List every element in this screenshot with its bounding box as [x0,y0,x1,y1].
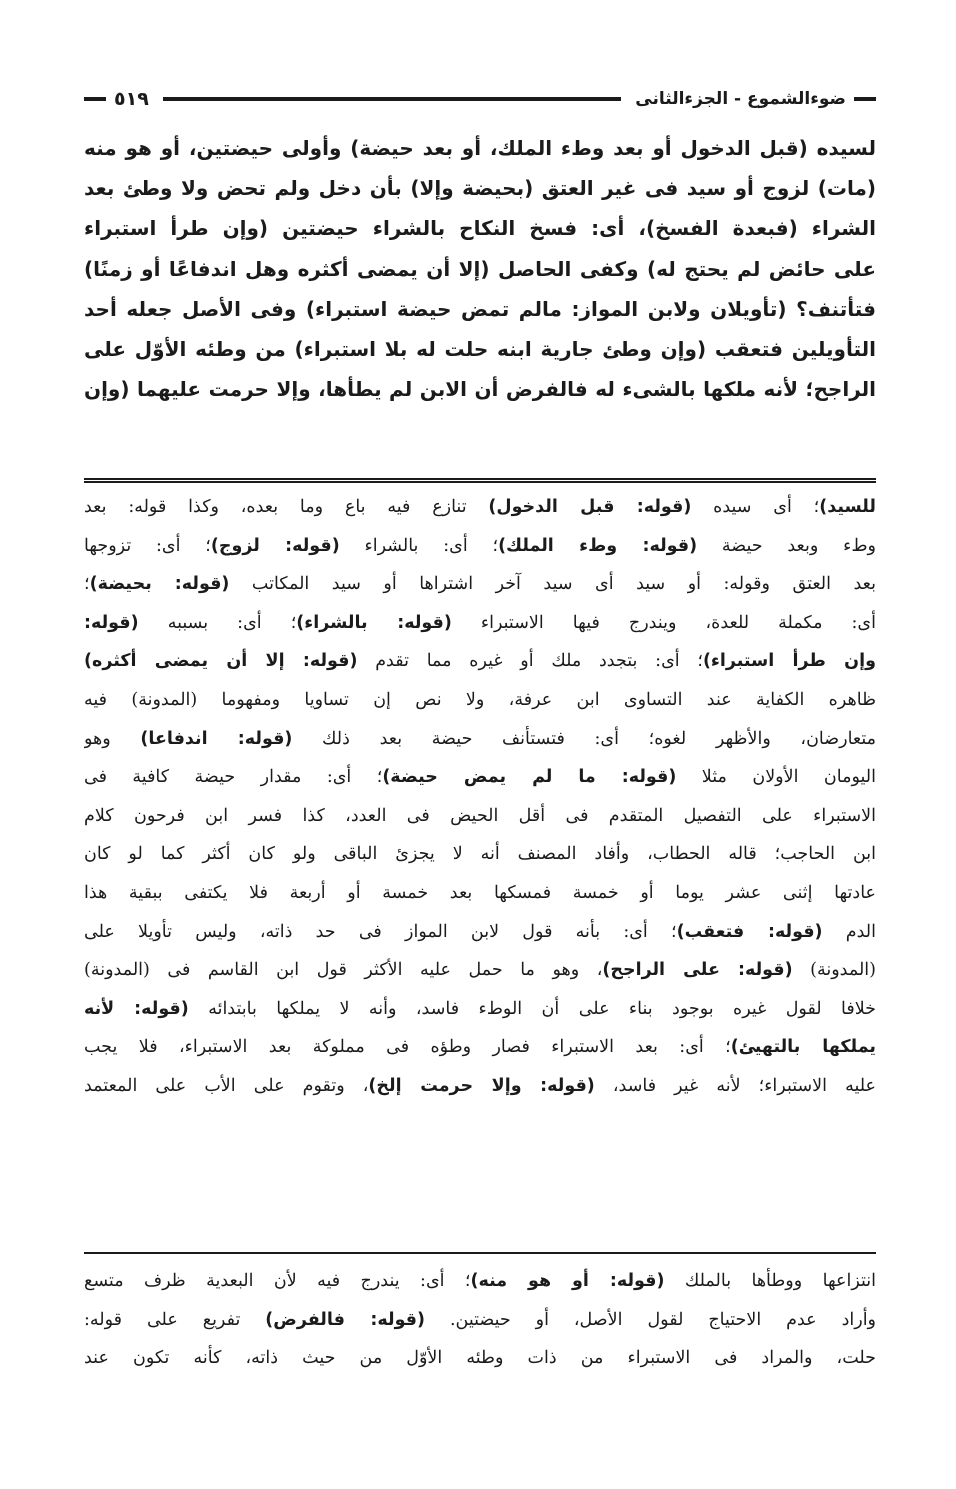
commentary-line [84,951,876,990]
commentary-line [84,1301,876,1340]
commentary-line [84,488,876,527]
quoted-term: (قوله: وإلا حرمت إلخ) [368,1075,595,1096]
commentary-text: وأراد عدم الاحتياج لقول الأصل، أو حيضتين. [425,1309,876,1330]
commentary-line [84,758,876,797]
commentary-text: (المدونة) [792,960,876,981]
commentary-text: وهو [84,728,141,749]
quoted-term: (قوله: وطء الملك) [498,535,698,556]
commentary-line [84,797,876,836]
quoted-term: للسيد) [819,497,876,517]
commentary-text: ؛ أى سيده [691,497,820,517]
main-line: التأويلين فتعقب (وإن وطئ جارية ابنه حلت له بلا استبراء) من وطئه الأوّل على [84,337,876,362]
main-line: لسيده (قبل الدخول أو بعد وطء الملك، أو بعد حيضة) وأولى حيضتين، أو هو منه [84,136,876,160]
commentary-line [84,604,876,643]
commentary-text: تنازع فيه باع وما بعده، وكذا قوله: بعد [84,497,489,517]
commentary-text: ، وهو ما حمل عليه الأكثر قول ابن القاسم فى (المدونة) [84,960,603,981]
commentary-line [84,1067,876,1106]
quoted-term: (قوله: فالفرض) [265,1309,425,1330]
header-dash-right [854,97,876,101]
main-line: على حائض لم يحتج له) وكفى الحاصل (إلا أن يمضى أكثره وهل اندفاعًا أو زمنًا) [84,256,876,281]
commentary-text: ، وتقوم على الأب على المعتمد [84,1075,369,1096]
quoted-term: يملكها بالتهيئ) [730,1037,876,1058]
commentary-line [84,1339,876,1378]
commentary-text: ؛ أى: مقدار حيضة كافية فى [84,767,383,788]
commentary-section [84,488,876,1106]
commentary-text: انتزاعها ووطأها بالملك [664,1271,876,1291]
header-rule [163,97,622,101]
commentary-text: ابن الحاجب؛ قاله الحطاب، وأفاد المصنف أنه لا يجزئ الباقى ولو كان أكثر كما لو كان [84,844,876,865]
quoted-term: (قوله: اندفاعا) [140,728,293,749]
double-divider [84,478,876,483]
quoted-term: (قوله: أو هو منه) [470,1271,665,1291]
commentary-line [84,874,876,913]
quoted-term: (قوله: بالشراء) [296,612,452,633]
quoted-term: (قوله: قبل الدخول) [488,497,692,517]
quoted-term: (قوله: بحيضة) [89,574,230,595]
commentary-line [84,990,876,1029]
commentary-line [84,527,876,566]
commentary-line [84,720,876,759]
commentary-text: ؛ أى: بتجدد ملك أو غيره مما تقدم [357,651,703,672]
commentary-text: ؛ أى: بأنه قول لابن المواز فى حد ذاته، وليس تأويلا على [84,921,677,942]
main-line: فتأتنف؟ (تأويلان ولابن المواز: مالم تمض حيضة استبراء) وفى الأصل جعله أحد [84,296,876,321]
commentary-text: اليومان الأولان مثلا [676,767,876,788]
commentary-text: تفريع على قوله: [84,1309,266,1330]
commentary-text: وطء وبعد حيضة [697,535,876,556]
commentary-text: ؛ أى: بالشراء [339,535,499,556]
quoted-term: (قوله: [84,612,139,633]
quoted-term: وإن طرأ استبراء) [702,651,876,672]
quoted-term: (قوله: لأنه [84,998,189,1019]
commentary-text: متعارضان، والأظهر لغوه؛ أى: فتستأنف حيضة بعد ذلك [292,728,876,749]
quoted-term: (قوله: فتعقب) [676,921,823,942]
quoted-term: (قوله: على الراجح) [602,960,793,981]
quoted-term: (قوله: لزوج) [210,535,340,556]
main-line: (مات) لزوج أو سيد فى غير العتق (بحيضة وإلا) بأن دخل ولم تحض ولا وطئ بعد [84,176,876,201]
commentary-text: الاستبراء على التفصيل المتقدم فى أقل الحيض فى العدد، كذا فسر ابن فرحون كلام [84,805,876,826]
commentary-line [84,681,876,720]
commentary-line [84,835,876,874]
commentary-continuation [84,1262,876,1378]
quoted-term: (قوله: إلا أن يمضى أكثره) [84,651,358,672]
commentary-line [84,1262,876,1301]
commentary-text: عادتها إثنى عشر يوما أو خمسة فمسكها بعد خمسة أو أربعة فلا يكتفى ببقية هذا [84,882,876,903]
commentary-line [84,642,876,681]
commentary-text: حلت، والمراد فى الاستبراء من ذات وطئه الأوّل من حيث ذاته، كأنه تكون عند [84,1348,876,1369]
main-line: الشراء (فبعدة الفسخ)، أى: فسخ النكاح بالشراء حيضتين (وإن طرأ استبراء [84,216,876,241]
commentary-text: أى: مكملة للعدة، ويندرج فيها الاستبراء [451,612,876,633]
commentary-text: خلافا لقول غيره بوجود بناء على أن الوطء فاسد، وأنه لا يملكها بابتدائه [188,998,876,1019]
quoted-term: (قوله: ما لم يمض حيضة) [382,767,677,788]
commentary-text: عليه الاستبراء؛ لأنه غير فاسد، [594,1075,876,1096]
commentary-line [84,1028,876,1067]
header-dash-left [84,97,106,101]
commentary-text: ؛ أى: بسببه [138,612,297,633]
commentary-text: ؛ أى: يندرج فيه لأن البعدية ظرف متسع [84,1271,471,1291]
commentary-line [84,565,876,604]
commentary-text: ؛ أى: بعد الاستبراء فصار وطؤه فى مملوكة بعد الاستبراء، فلا يجب [84,1037,731,1058]
page-number: ٥١٩ [114,88,149,110]
commentary-line [84,913,876,952]
running-header [84,86,876,112]
commentary-text: الدم [822,921,876,942]
commentary-text: ظاهره الكفاية عند التساوى ابن عرفة، ولا نص إن تساويا ومفهوما (المدونة) فيه [84,689,876,710]
main-line: الراجح؛ لأنه ملكها بالشىء له فالفرض أن الابن لم يطأها، وإلا حرمت عليهما (وإن [84,377,876,402]
main-text [84,128,876,409]
commentary-text: ؛ [84,574,90,595]
commentary-text: بعد العتق وقوله: أو سيد أى سيد آخر اشتراها أو سيد المكاتب [229,574,876,595]
header-title: ضوءالشموع - الجزءالثانى [635,89,846,109]
commentary-text: ؛ أى: تزوجها [84,535,211,556]
single-divider [84,1252,876,1254]
